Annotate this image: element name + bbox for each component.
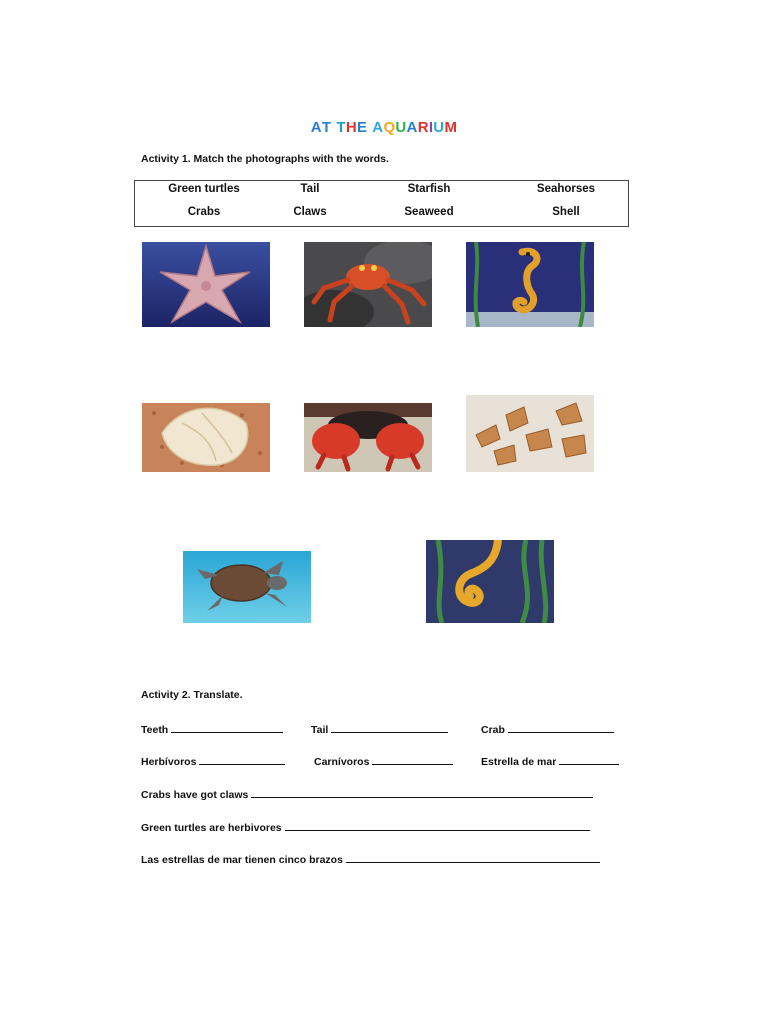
translate-carnivoros bbox=[314, 754, 453, 768]
title-letter: A bbox=[372, 119, 384, 136]
word-seahorses: Seahorses bbox=[536, 183, 596, 195]
translate-teeth bbox=[141, 722, 283, 736]
answer-blank[interactable] bbox=[372, 754, 453, 765]
worksheet-title bbox=[0, 119, 768, 136]
word-shell: Shell bbox=[552, 206, 580, 218]
photo-green-turtle bbox=[183, 551, 311, 623]
title-letter: Q bbox=[383, 119, 396, 136]
term-label: Crab bbox=[481, 724, 505, 736]
term-label: Estrella de mar bbox=[481, 756, 557, 768]
term-label: Carnívoros bbox=[314, 756, 370, 768]
title-letter: A bbox=[310, 119, 322, 136]
sentence-label: Crabs have got claws bbox=[141, 789, 249, 801]
answer-blank[interactable] bbox=[331, 722, 448, 733]
title-letter: M bbox=[444, 119, 458, 136]
word-box bbox=[134, 180, 629, 227]
term-label: Teeth bbox=[141, 724, 169, 736]
translate-crab bbox=[481, 722, 614, 736]
term-label: Herbívoros bbox=[141, 756, 197, 768]
word-claws: Claws bbox=[293, 206, 327, 218]
title-letter: E bbox=[356, 119, 368, 136]
word-starfish: Starfish bbox=[407, 183, 451, 195]
sentence-label: Las estrellas de mar tienen cinco brazos bbox=[141, 854, 343, 866]
title-letter: U bbox=[395, 119, 407, 136]
word-tail: Tail bbox=[300, 183, 320, 195]
title-letter: H bbox=[345, 119, 357, 136]
title-letter: A bbox=[406, 119, 418, 136]
title-letter: T bbox=[321, 119, 332, 136]
answer-blank[interactable] bbox=[171, 722, 283, 733]
title-letter: U bbox=[433, 119, 445, 136]
translate-herbivoros bbox=[141, 754, 285, 768]
word-seaweed: Seaweed bbox=[404, 206, 454, 218]
photo-seahorse bbox=[466, 242, 594, 327]
photo-seahorse-tail bbox=[426, 540, 554, 623]
translate-sentence-1 bbox=[141, 787, 593, 801]
answer-blank[interactable] bbox=[251, 787, 593, 798]
photo-shell bbox=[142, 403, 270, 472]
photo-starfish bbox=[142, 242, 270, 327]
answer-blank[interactable] bbox=[559, 754, 619, 765]
answer-blank[interactable] bbox=[285, 820, 590, 831]
photo-crab-claws bbox=[304, 403, 432, 472]
title-letter: T bbox=[336, 119, 346, 136]
sentence-label: Green turtles are herbivores bbox=[141, 822, 282, 834]
translate-tail bbox=[311, 722, 448, 736]
word-crabs: Crabs bbox=[187, 206, 221, 218]
answer-blank[interactable] bbox=[346, 852, 600, 863]
title-letter: I bbox=[428, 119, 434, 136]
photo-seaweed bbox=[466, 395, 594, 472]
title-letter: R bbox=[417, 119, 429, 136]
activity2-heading: Activity 2. Translate. bbox=[141, 689, 243, 701]
translate-sentence-3 bbox=[141, 852, 600, 866]
photo-crab bbox=[304, 242, 432, 327]
translate-estrella bbox=[481, 754, 619, 768]
activity1-heading: Activity 1. Match the photographs with the words. bbox=[141, 153, 389, 165]
translate-sentence-2 bbox=[141, 820, 590, 834]
answer-blank[interactable] bbox=[508, 722, 614, 733]
answer-blank[interactable] bbox=[199, 754, 285, 765]
word-green-turtles: Green turtles bbox=[168, 183, 240, 195]
term-label: Tail bbox=[311, 724, 329, 736]
